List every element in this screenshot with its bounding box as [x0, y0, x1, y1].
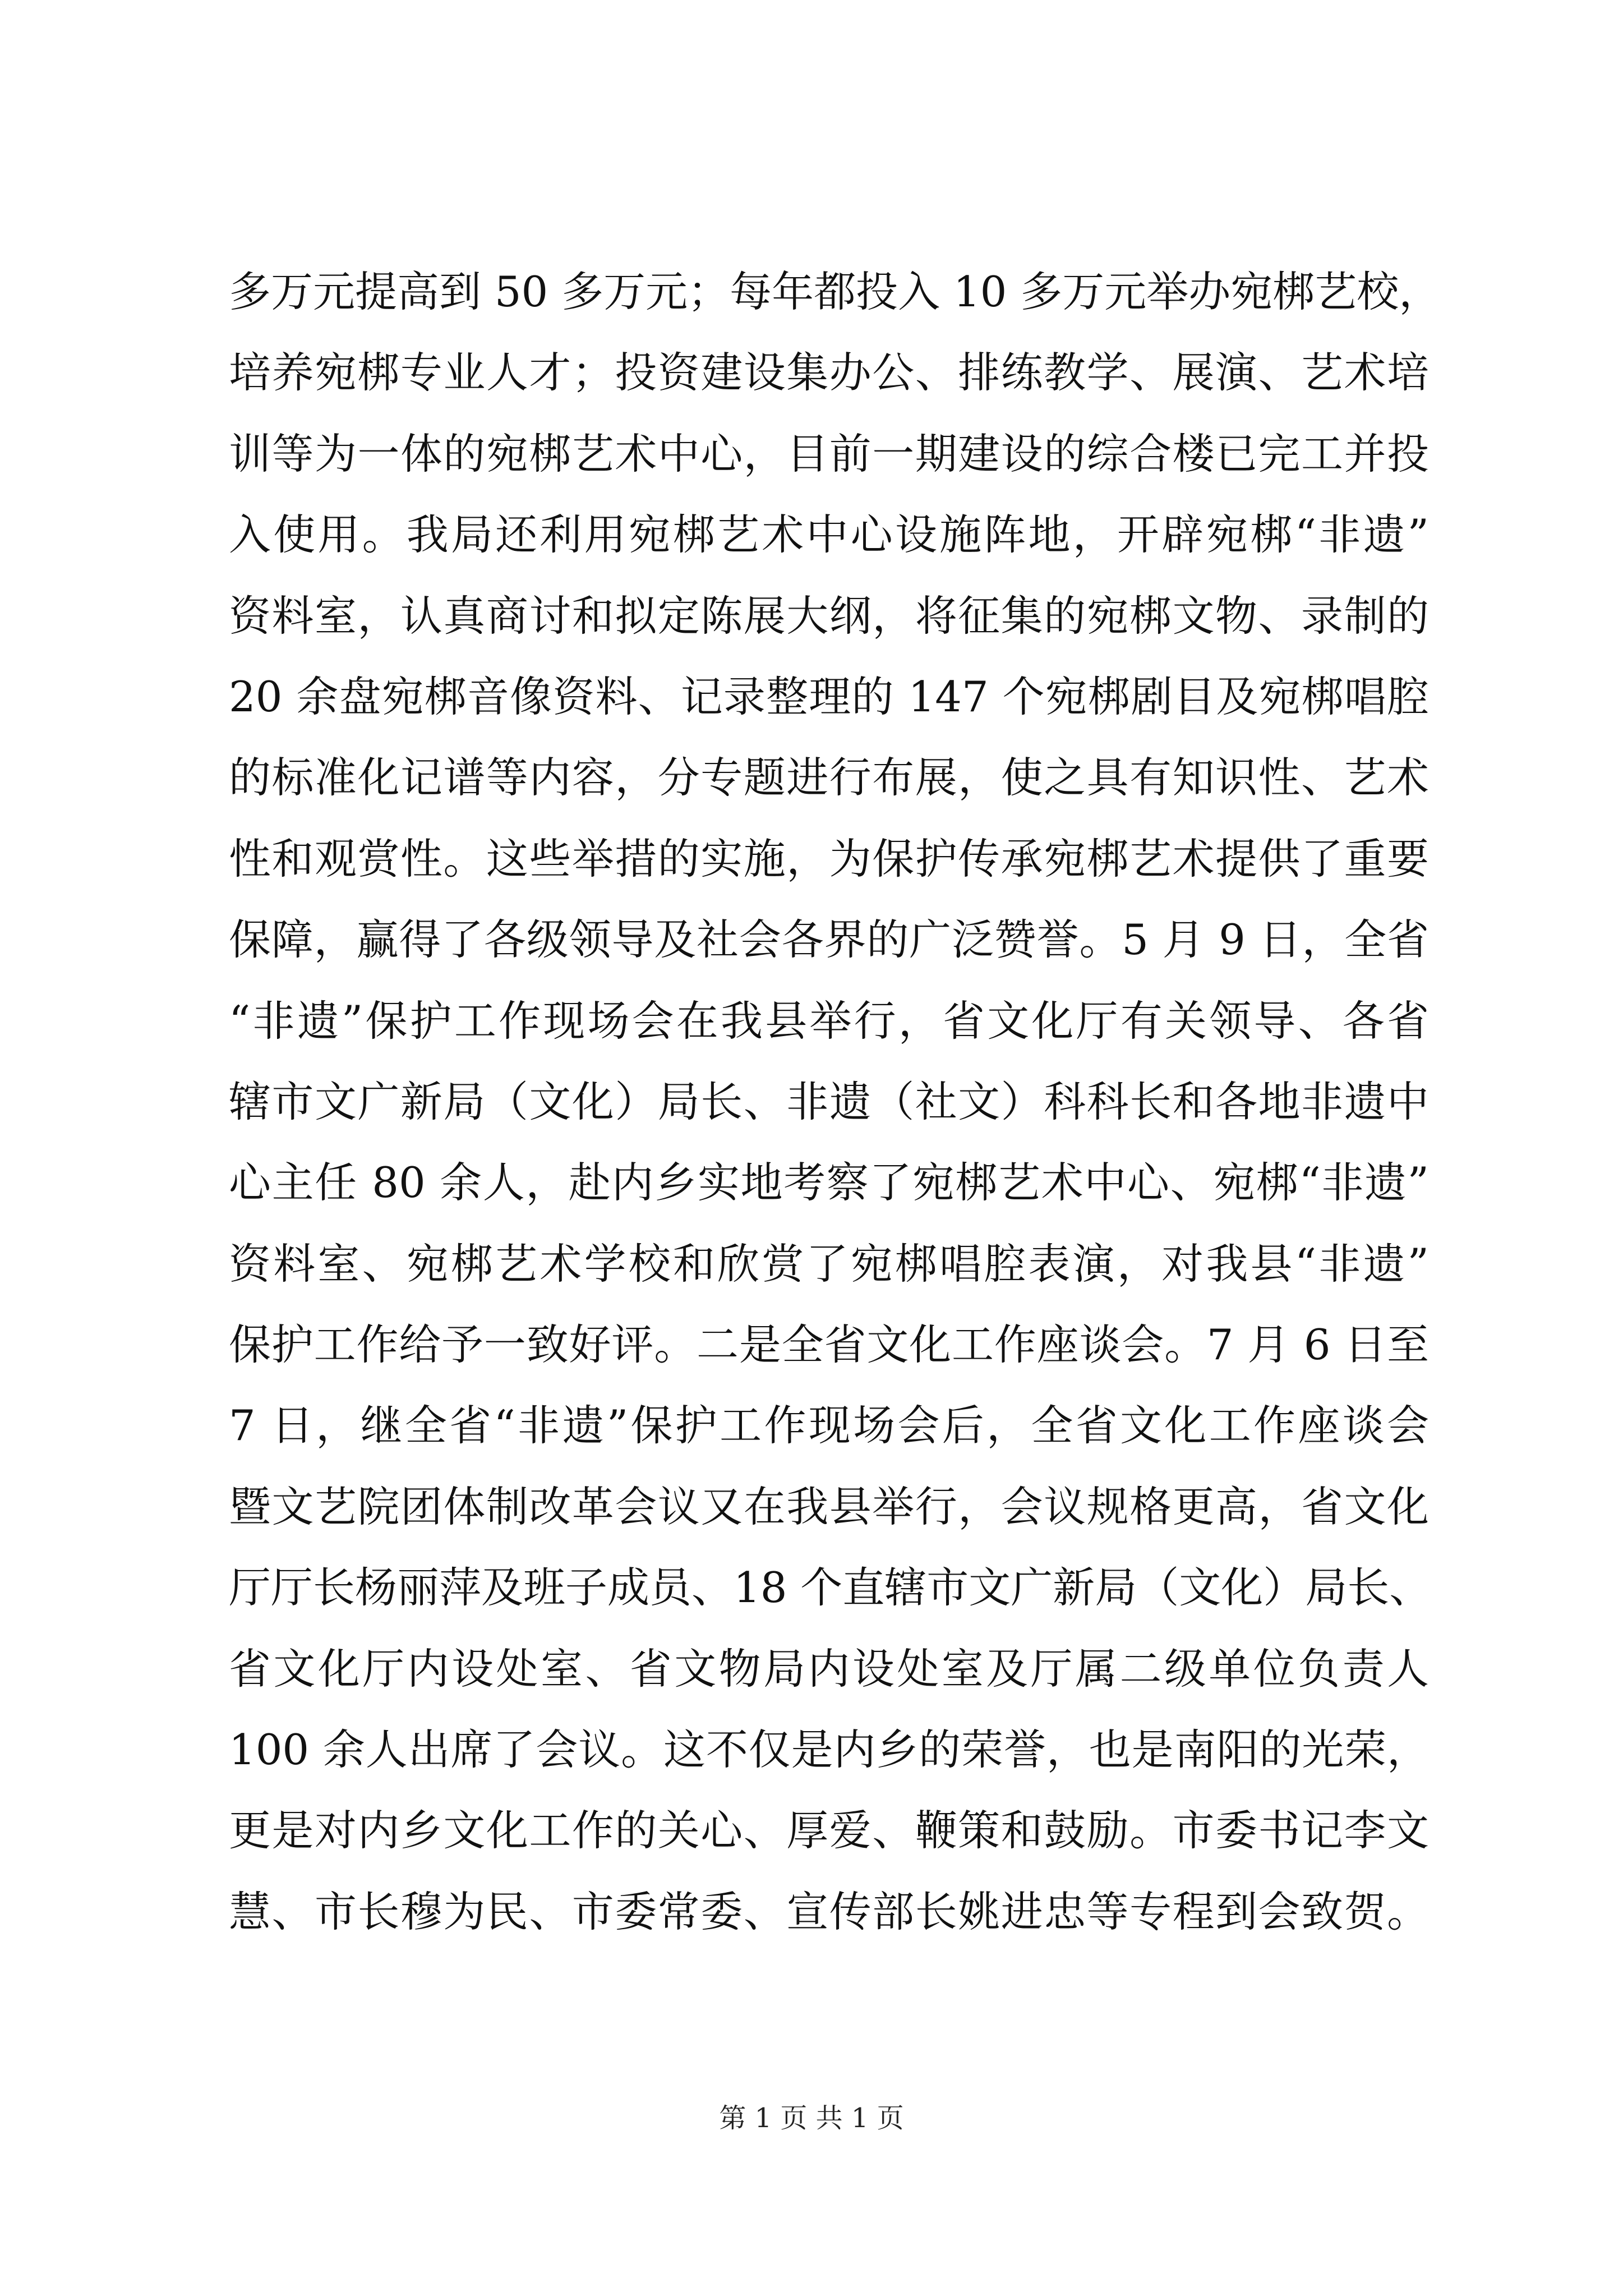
text-line-16: 暨文艺院团体制改革会议又在我县举行，会议规格更高，省文化 — [229, 1481, 1429, 1531]
text-line-15: 7 日，继全省“非遗”保护工作现场会后，全省文化工作座谈会 — [229, 1401, 1429, 1451]
text-line-5: 资料室，认真商讨和拟定陈展大纲，将征集的宛梆文物、录制的 — [229, 591, 1429, 641]
text-line-1: 多万元提高到 50 多万元；每年都投入 10 多万元举办宛梆艺校， — [229, 267, 1441, 316]
text-line-14: 保护工作给予一致好评。二是全省文化工作座谈会。7 月 6 日至 — [229, 1320, 1429, 1370]
text-line-2: 培养宛梆专业人才；投资建设集办公、排练教学、展演、艺术培 — [229, 348, 1429, 398]
text-line-17: 厅厅长杨丽萍及班子成员、18 个直辖市文广新局（文化）局长、 — [229, 1563, 1432, 1613]
page-footer: 第 1 页 共 1 页 — [719, 2102, 904, 2134]
text-line-10: “非遗”保护工作现场会在我县举行，省文化厅有关领导、各省 — [229, 996, 1429, 1046]
body-text — [229, 251, 1441, 1952]
text-line-7: 的标准化记谱等内容，分专题进行布展，使之具有知识性、艺术 — [229, 753, 1429, 803]
text-line-8: 性和观赏性。这些举措的实施，为保护传承宛梆艺术提供了重要 — [229, 834, 1429, 884]
text-line-11: 辖市文广新局（文化）局长、非遗（社文）科科长和各地非遗中 — [229, 1076, 1429, 1126]
text-line-19: 100 余人出席了会议。这不仅是内乡的荣誉，也是南阳的光荣， — [229, 1725, 1429, 1775]
text-line-13: 资料室、宛梆艺术学校和欣赏了宛梆唱腔表演，对我县“非遗” — [229, 1239, 1429, 1289]
text-line-21: 慧、市长穆为民、市委常委、宣传部长姚进忠等专程到会致贺。 — [229, 1887, 1429, 1936]
text-line-12: 心主任 80 余人，赴内乡实地考察了宛梆艺术中心、宛梆“非遗” — [229, 1158, 1429, 1208]
text-line-18: 省文化厅内设处室、省文物局内设处室及厅属二级单位负责人 — [229, 1644, 1429, 1694]
text-line-3: 训等为一体的宛梆艺术中心，目前一期建设的综合楼已完工并投 — [229, 429, 1429, 478]
text-line-20: 更是对内乡文化工作的关心、厚爱、鞭策和鼓励。市委书记李文 — [229, 1806, 1429, 1856]
text-line-6: 20 余盘宛梆音像资料、记录整理的 147 个宛梆剧目及宛梆唱腔 — [229, 671, 1429, 721]
text-line-9: 保障，赢得了各级领导及社会各界的广泛赞誉。5 月 9 日，全省 — [229, 915, 1429, 965]
text-line-4: 入使用。我局还利用宛梆艺术中心设施阵地，开辟宛梆“非遗” — [229, 510, 1429, 560]
